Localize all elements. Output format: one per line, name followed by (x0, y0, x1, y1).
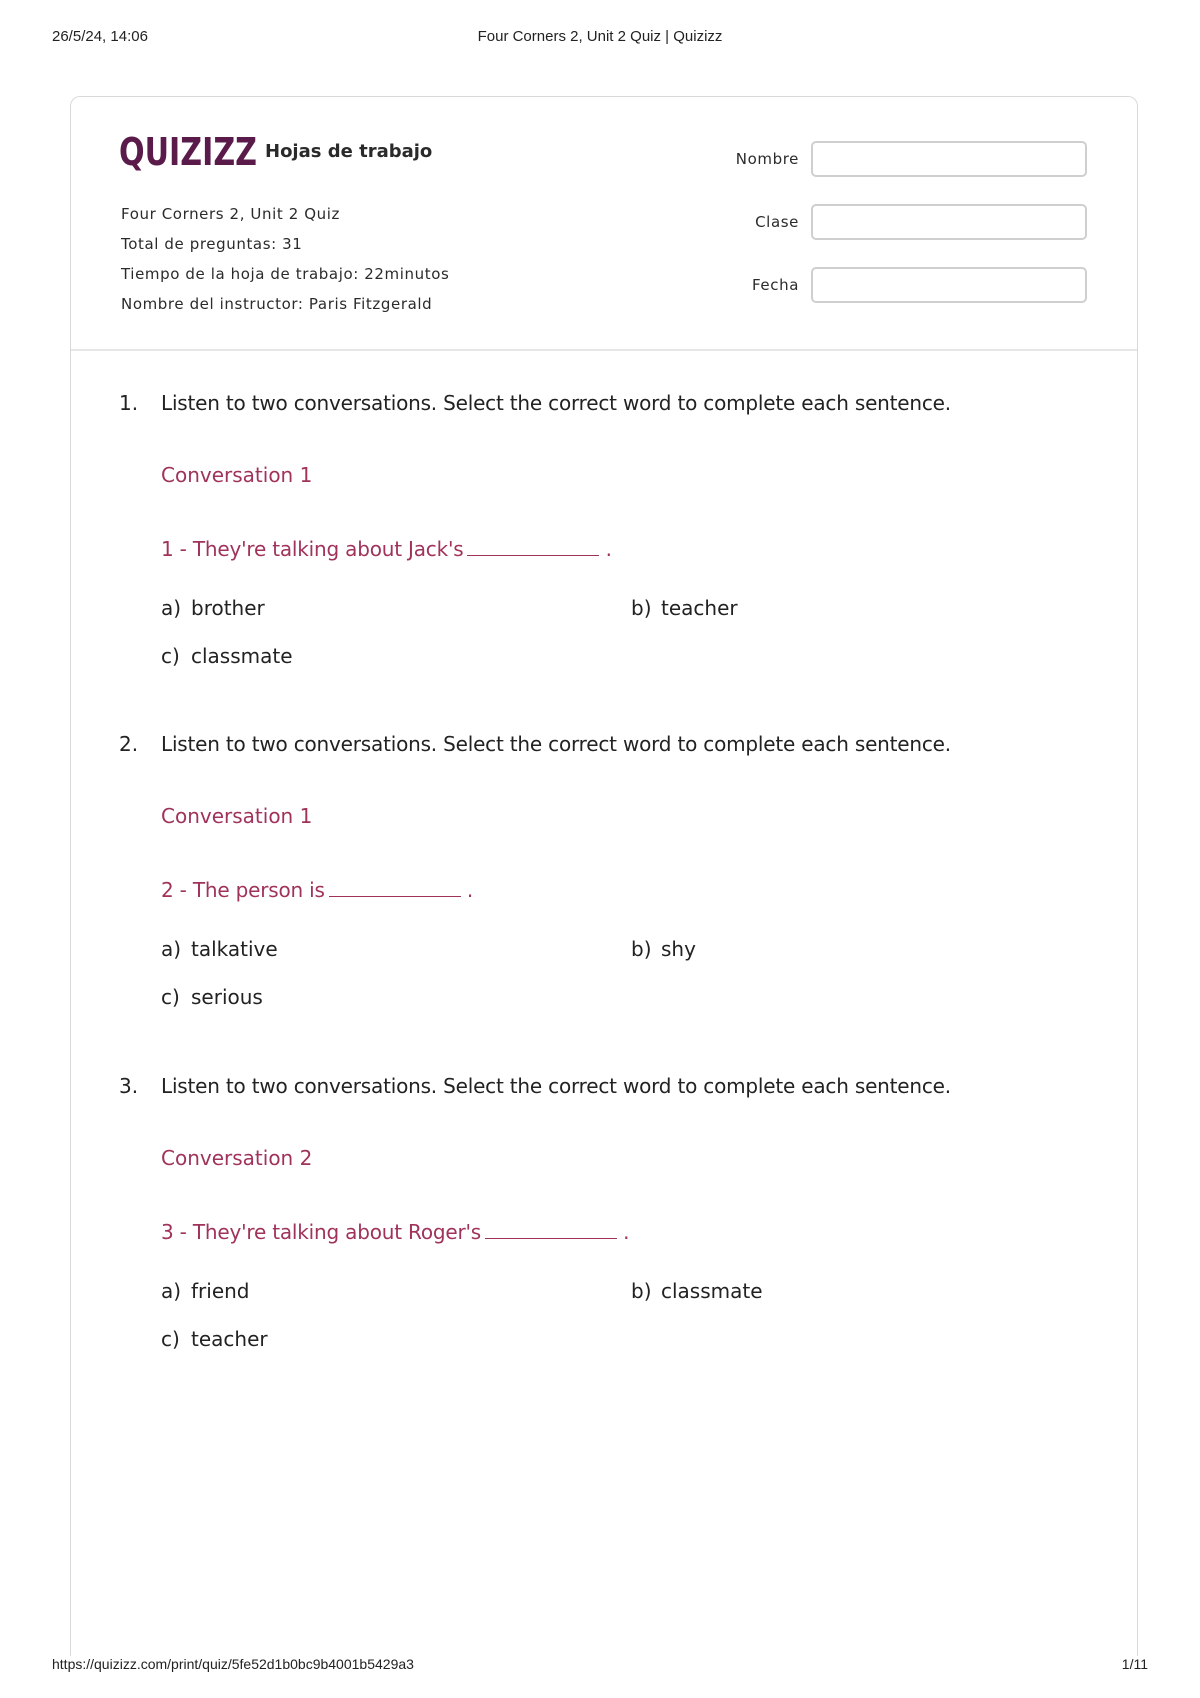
question-text: Listen to two conversations. Select the correct word to complete each sentence. (161, 732, 951, 756)
print-footer (52, 1656, 1148, 1676)
print-url: https://quizizz.com/print/quiz/5fe52d1b0bc9b4001b5429a3 (52, 1656, 414, 1672)
option-text: classmate (661, 1279, 763, 1303)
option-b[interactable] (631, 937, 696, 961)
answer-blank (329, 877, 461, 897)
option-text: shy (661, 937, 696, 961)
option-c[interactable] (161, 985, 263, 1009)
option-text: teacher (661, 596, 738, 620)
option-a[interactable] (161, 596, 265, 620)
print-header (52, 28, 1148, 48)
option-b[interactable] (631, 596, 738, 620)
brand-subtitle: Hojas de trabajo (265, 141, 433, 162)
question-number: 3. (119, 1074, 139, 1098)
worksheet-meta (121, 199, 449, 319)
prompt-text: 3 - They're talking about Roger's (161, 1220, 481, 1244)
option-text: teacher (191, 1327, 268, 1351)
quiz-title: Four Corners 2, Unit 2 Quiz (121, 205, 341, 223)
question-2 (71, 732, 1139, 1052)
page-number: 1/11 (1121, 1656, 1148, 1672)
print-datetime: 26/5/24, 14:06 (52, 28, 148, 45)
prompt-end: . (605, 537, 612, 561)
date-field[interactable] (811, 267, 1087, 303)
option-a[interactable] (161, 937, 278, 961)
class-field[interactable] (811, 204, 1087, 240)
option-c[interactable] (161, 644, 293, 668)
option-text: brother (191, 596, 265, 620)
question-number: 2. (119, 732, 139, 756)
print-doc-title: Four Corners 2, Unit 2 Quiz | Quizizz (477, 28, 723, 45)
instructor-name: Nombre del instructor: Paris Fitzgerald (121, 295, 433, 313)
option-text: friend (191, 1279, 250, 1303)
option-a[interactable] (161, 1279, 250, 1303)
conversation-label: Conversation 1 (161, 463, 313, 487)
question-3 (71, 1074, 1139, 1394)
class-label: Clase (755, 213, 799, 231)
name-field-row (707, 141, 1087, 177)
total-questions: Total de preguntas: 31 (121, 235, 303, 253)
option-letter: a) (161, 1279, 182, 1303)
question-prompt (161, 536, 612, 561)
option-c[interactable] (161, 1327, 268, 1351)
quizizz-logo-text: QUIZIZZ (119, 130, 257, 174)
option-letter: c) (161, 644, 180, 668)
question-prompt (161, 877, 473, 902)
worksheet-sheet (70, 96, 1138, 1656)
answer-blank (485, 1219, 617, 1239)
option-letter: b) (631, 937, 652, 961)
question-number: 1. (119, 391, 139, 415)
student-fields (707, 141, 1087, 330)
name-field[interactable] (811, 141, 1087, 177)
option-letter: c) (161, 1327, 180, 1351)
question-text: Listen to two conversations. Select the correct word to complete each sentence. (161, 1074, 951, 1098)
date-field-row (707, 267, 1087, 303)
question-text: Listen to two conversations. Select the correct word to complete each sentence. (161, 391, 951, 415)
answer-blank (467, 536, 599, 556)
quizizz-logo (119, 131, 259, 175)
class-field-row (707, 204, 1087, 240)
prompt-end: . (466, 878, 474, 902)
question-1 (71, 391, 1139, 711)
prompt-text: 2 - The person is (161, 878, 325, 902)
option-letter: b) (631, 596, 652, 620)
option-text: talkative (191, 937, 278, 961)
conversation-label: Conversation 2 (161, 1146, 313, 1170)
option-letter: c) (161, 985, 180, 1009)
option-letter: b) (631, 1279, 652, 1303)
conversation-label: Conversation 1 (161, 804, 313, 828)
option-text: serious (191, 985, 263, 1009)
worksheet-time: Tiempo de la hoja de trabajo: 22minutos (121, 265, 450, 283)
option-letter: a) (161, 596, 182, 620)
prompt-end: . (623, 1220, 630, 1244)
prompt-text: 1 - They're talking about Jack's (161, 537, 464, 561)
worksheet-header (71, 97, 1137, 351)
option-b[interactable] (631, 1279, 763, 1303)
option-text: classmate (191, 644, 293, 668)
name-label: Nombre (735, 150, 799, 168)
date-label: Fecha (752, 276, 799, 294)
question-prompt (161, 1219, 629, 1244)
option-letter: a) (161, 937, 182, 961)
